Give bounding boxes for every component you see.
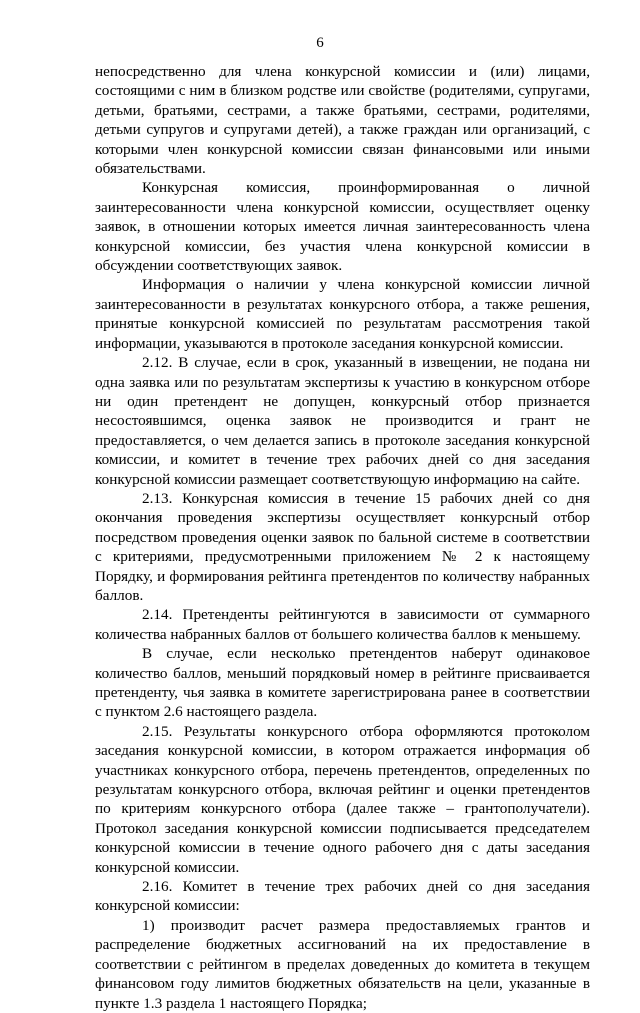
paragraph-equal-points: В случае, если несколько претендентов наберут одинаковое количество баллов, меньший порядковый номер в рейтинге присваивается претенденту, чья заявка в комитете зарегистрирована ранее в соответствии с пунктом 2.6 настоящего раздела.: [95, 645, 590, 721]
paragraph-continuation: непосредственно для члена конкурсной комиссии и (или) лицами, состоящими с ним в близком родстве или свойстве (родителями, супругами, детьми, братьями, сестрами, а также братьями, сестрами, родителями, детьми супругов и супругами детей), а также граждан или организаций, с которыми член конкурсной комиссии связан финансовыми или иными обязательствами.: [95, 63, 590, 178]
paragraph-2-12: 2.12. В случае, если в срок, указанный в извещении, не подана ни одна заявка или по результатам экспертизы к участию в конкурсном отборе ни один претендент не допущен, конкурсный отбор признается несостоявшимся, оценка заявок не производится и грант не предоставляется, о чем делается запись в протоколе заседания конкурсной комиссии, и комитет в течение трех рабочих дней со дня заседания конкурсной комиссии размещает соответствующую информацию на сайте.: [95, 354, 590, 488]
paragraph-2-16-item-1: 1) производит расчет размера предоставляемых грантов и распределение бюджетных ассигнований на их предоставление в соответствии с рейтингом в пределах доведенных до комитета в текущем финансовом году лимитов бюджетных обязательств на цели, указанные в пункте 1.3 раздела 1 настоящего Порядка;: [95, 916, 590, 1012]
paragraph-2-13: 2.13. Конкурсная комиссия в течение 15 рабочих дней со дня окончания проведения экспертизы осуществляет конкурсный отбор посредством проведения оценки заявок по бальной системе в соответствии с критериями, предусмотренными приложением № 2 к настоящему Порядку, и формирования рейтинга претендентов по количеству набранных баллов.: [95, 489, 590, 604]
paragraph-2-16: 2.16. Комитет в течение трех рабочих дней со дня заседания конкурсной комиссии:: [95, 878, 590, 915]
paragraph-commission-informed: Конкурсная комиссия, проинформированная о личной заинтересованности члена конкурсной комиссии, осуществляет оценку заявок, в отношении которых имеется личная заинтересованность члена конкурсной комиссии, без участия члена конкурсной комиссии в обсуждении соответствующих заявок.: [95, 179, 590, 275]
document-body: [95, 62, 590, 1013]
paragraph-2-15: 2.15. Результаты конкурсного отбора оформляются протоколом заседания конкурсной комиссии, в котором отражается информация об участниках конкурсного отбора, перечень претендентов, определенных по результатам конкурсного отбора, включая рейтинг и оценки претендентов по критериям конкурсного отбора (далее также – грантополучатели). Протокол заседания конкурсной комиссии подписывается председателем конкурсной комиссии в течение одного рабочего дня с даты заседания конкурсной комиссии.: [95, 722, 590, 876]
paragraph-2-14: 2.14. Претенденты рейтингуются в зависимости от суммарного количества набранных баллов от большего количества баллов к меньшему.: [95, 606, 590, 643]
paragraph-interest-info: Информация о наличии у члена конкурсной комиссии личной заинтересованности в результатах конкурсного отбора, а также решения, принятые конкурсной комиссией по результатам рассмотрения такой информации, указываются в протоколе заседания конкурсной комиссии.: [95, 276, 590, 352]
page-number: 6: [316, 35, 324, 51]
